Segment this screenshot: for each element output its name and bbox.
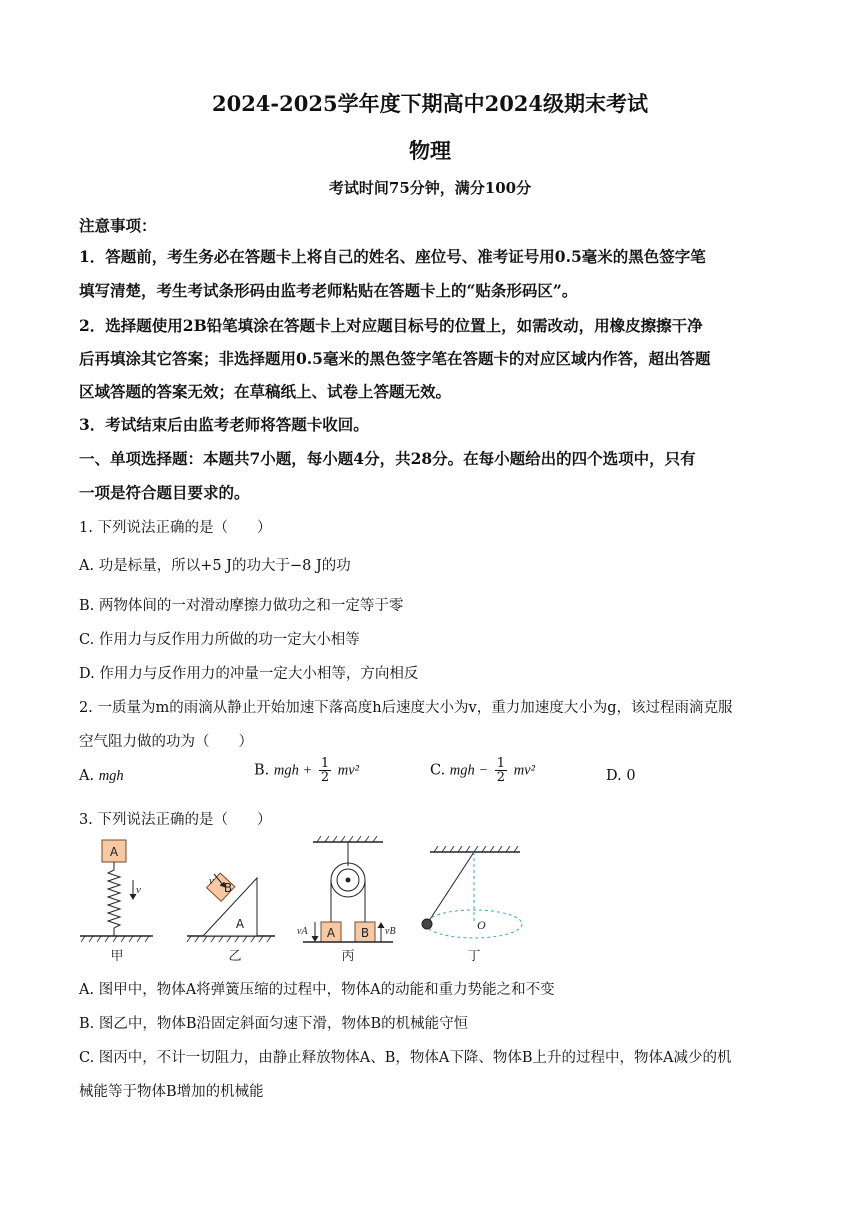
q3-option-a: A. 图甲中，物体A将弹簧压缩的过程中，物体A的动能和重力势能之和不变 [79,982,555,998]
q1-option-b: B. 两物体间的一对滑动摩擦力做功之和一定等于零 [79,598,404,614]
notice-line-4: 后再填涂其它答案；非选择题用0.5毫米的黑色签字笔在答题卡的对应区域内作答，超出答题 [79,349,711,368]
yi-block-a-label: A [235,917,245,931]
q3-option-c-line-2: 械能等于物体B增加的机械能 [79,1084,264,1100]
fig-label-bing: 丙 [341,949,355,964]
jia-spring [108,862,120,936]
q2-option-c [430,757,535,784]
notice-line-3: 2．选择题使用2B铅笔填涂在答题卡上对应题目标号的位置上，如需改动，用橡皮擦擦干净 [79,316,703,335]
notice-line-1: 1．答题前，考生务必在答题卡上将自己的姓名、座位号、准考证号用0.5毫米的黑色签字笔 [79,247,706,266]
bing-block-a-label: A [326,926,336,940]
ding-o-label: O [477,918,486,932]
q2-option-b-label: B. [254,762,270,779]
section1-line-1: 一、单项选择题：本题共7小题，每小题4分，共28分。在每小题给出的四个选项中，只有 [79,449,696,468]
fig-label-yi: 乙 [228,949,242,964]
q1-option-c: C. 作用力与反作用力所做的功一定大小相等 [79,632,360,648]
subject-title: 物理 [409,138,451,163]
notice-heading: 注意事项： [79,216,157,235]
jia-v-label: v [136,884,141,896]
q3-stem: 3. 下列说法正确的是（ ） [79,812,272,828]
q2-stem-line-1: 2. 一质量为m的雨滴从静止开始加速下落高度h后速度大小为v，重力加速度大小为g，该过程雨滴克服 [79,700,733,716]
notice-line-2: 填写清楚，考生考试条形码由监考老师粘贴在答题卡上的“贴条形码区”。 [79,281,578,300]
notice-line-5: 区域答题的答案无效；在草稿纸上、试卷上答题无效。 [79,382,452,401]
ding-string [427,852,474,924]
figure-bing [303,836,393,942]
figure-ding [422,846,522,938]
exam-time-info: 考试时间75分钟，满分100分 [328,179,532,197]
bing-block-b-label: B [360,926,370,940]
q2-option-d: D. 0 [606,768,636,784]
jia-block-a-label: A [109,845,119,859]
yi-block-b-label: B [223,881,233,895]
bing-vb-label: vB [385,926,396,937]
q2-option-b-post: mv² [337,762,360,779]
fig-label-jia: 甲 [110,949,124,964]
q2-option-c-label: C. [430,762,446,779]
section1-line-2: 一项是符合题目要求的。 [79,483,250,502]
q2-option-c-post: mv² [513,762,535,779]
q2-option-a-label: A. [79,768,95,784]
q2-option-c-pre: mgh − [449,762,489,779]
q2-option-a [79,768,124,785]
yi-v-label: v [209,875,214,887]
q2-option-b-pre: mgh + [273,762,313,779]
q2-option-b [254,757,359,784]
q3-figure [75,836,635,966]
q2-option-b-fraction: $\frac{1}{2}$ [320,756,330,785]
q3-option-b: B. 图乙中，物体B沿固定斜面匀速下滑，物体B的机械能守恒 [79,1016,469,1032]
q3-option-c-line-1: C. 图丙中，不计一切阻力，由静止释放物体A、B，物体A下降、物体B上升的过程中，物体A减少的机 [79,1050,732,1066]
q1-option-d: D. 作用力与反作用力的冲量一定大小相等，方向相反 [79,666,419,682]
q2-stem-line-2: 空气阻力做的功为（ ） [79,734,253,750]
q1-option-a: A. 功是标量，所以+5 J的功大于−8 J的功 [79,558,351,574]
bing-va-label: vA [297,926,308,937]
notice-line-6: 3．考试结束后由监考老师将答题卡收回。 [79,415,369,434]
fig-label-ding: 丁 [467,949,481,964]
q2-option-c-fraction: $\frac{1}{2}$ [496,756,506,785]
q2-option-a-expr: mgh [98,768,124,784]
q1-stem: 1. 下列说法正确的是（ ） [79,520,272,536]
exam-title: 2024-2025学年度下期高中2024级期末考试 [211,91,649,116]
ding-ball [422,919,432,929]
